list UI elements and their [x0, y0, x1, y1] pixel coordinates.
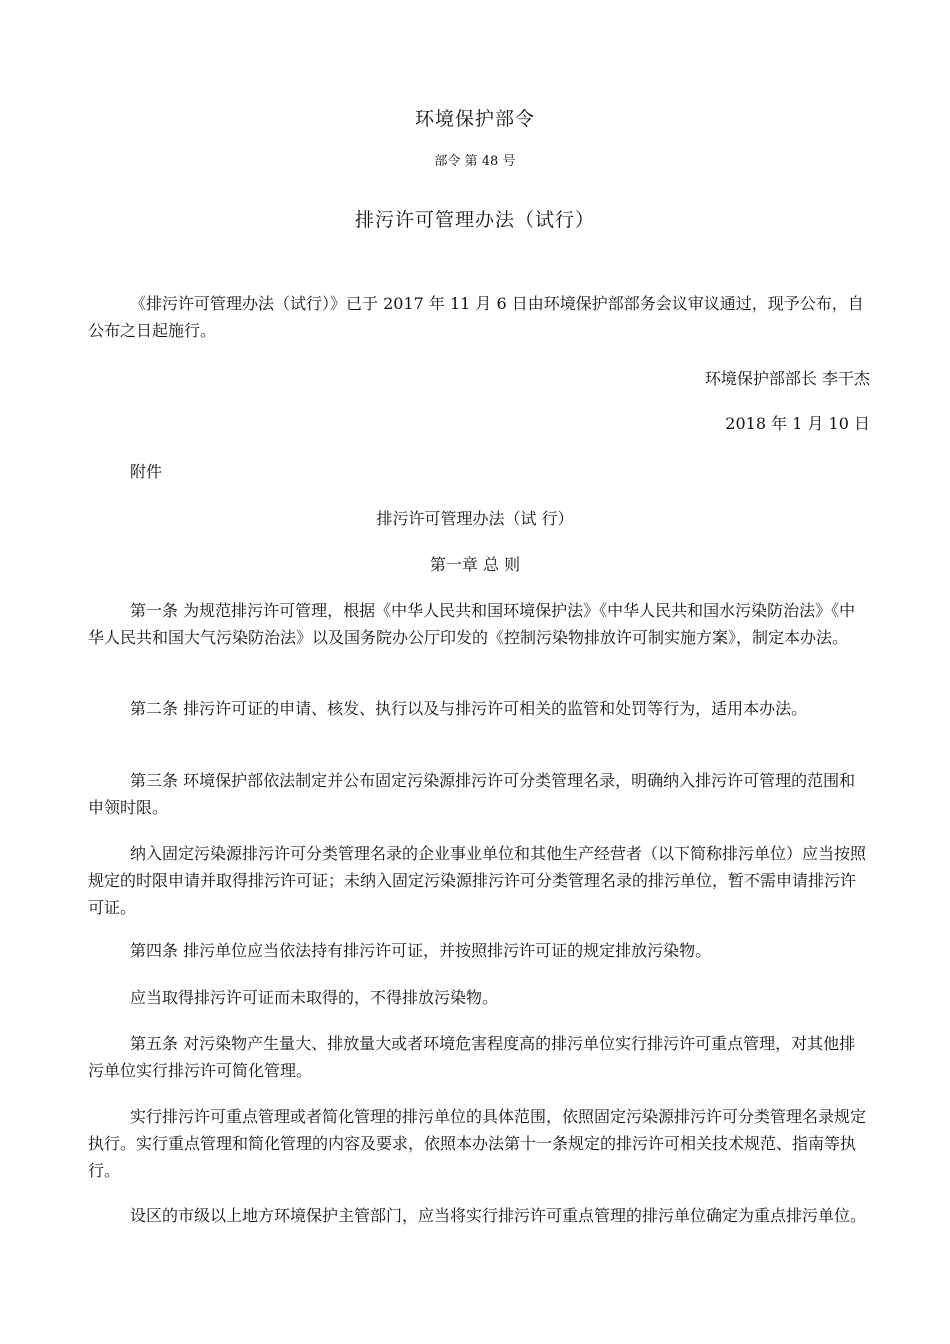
article-paragraph: 第五条 对污染物产生量大、排放量大或者环境危害程度高的排污单位实行排污许可重点管理，对其他排污单位实行排污许可简化管理。 [88, 1034, 856, 1080]
article-paragraph: 应当取得排污许可证而未取得的，不得排放污染物。 [130, 988, 499, 1007]
attachment-title: 排污许可管理办法（试 行） [376, 509, 574, 528]
article-paragraph: 第四条 排污单位应当依法持有排污许可证，并按照排污许可证的规定排放污染物。 [130, 941, 712, 960]
signer-line: 环境保护部部长 李干杰 [704, 369, 870, 388]
article-paragraph: 第一条 为规范排污许可管理，根据《中华人民共和国环境保护法》《中华人民共和国水污染防治法》《中华人民共和国大气污染防治法》以及国务院办公厅印发的《控制污染物排放许可制实施方案》，制定本办法。 [88, 601, 856, 647]
signature-date: 2018 年 1 月 10 日 [725, 414, 870, 433]
preamble-paragraph: 《排污许可管理办法（试行）》已于 2017 年 11 月 6 日由环境保护部部务会议审议通过，现予公布，自公布之日起施行。 [88, 294, 864, 340]
article-paragraph: 第三条 环境保护部依法制定并公布固定污染源排污许可分类管理名录，明确纳入排污许可管理的范围和申领时限。 [88, 771, 856, 817]
article-paragraph: 纳入固定污染源排污许可分类管理名录的企业事业单位和其他生产经营者（以下简称排污单位）应当按照规定的时限申请并取得排污许可证；未纳入固定污染源排污许可分类管理名录的排污单位，暂不需申请排污许可证。 [88, 844, 867, 917]
article-paragraph: 实行排污许可重点管理或者简化管理的排污单位的具体范围，依照固定污染源排污许可分类管理名录规定执行。实行重点管理和简化管理的内容及要求，依照本办法第十一条规定的排污许可相关技术规范、指南等执行。 [88, 1107, 867, 1180]
order-number: 部令 第 48 号 [434, 154, 516, 169]
issuing-authority-title: 环境保护部令 [414, 108, 535, 130]
attachment-label: 附件 [130, 462, 163, 481]
document-title: 排污许可管理办法（试行） [354, 209, 595, 231]
chapter-heading: 第一章 总 则 [429, 555, 521, 574]
article-paragraph: 设区的市级以上地方环境保护主管部门，应当将实行排污许可重点管理的排污单位确定为重点排污单位。 [130, 1206, 867, 1225]
article-paragraph: 第二条 排污许可证的申请、核发、执行以及与排污许可相关的监管和处罚等行为，适用本办法。 [130, 699, 808, 718]
